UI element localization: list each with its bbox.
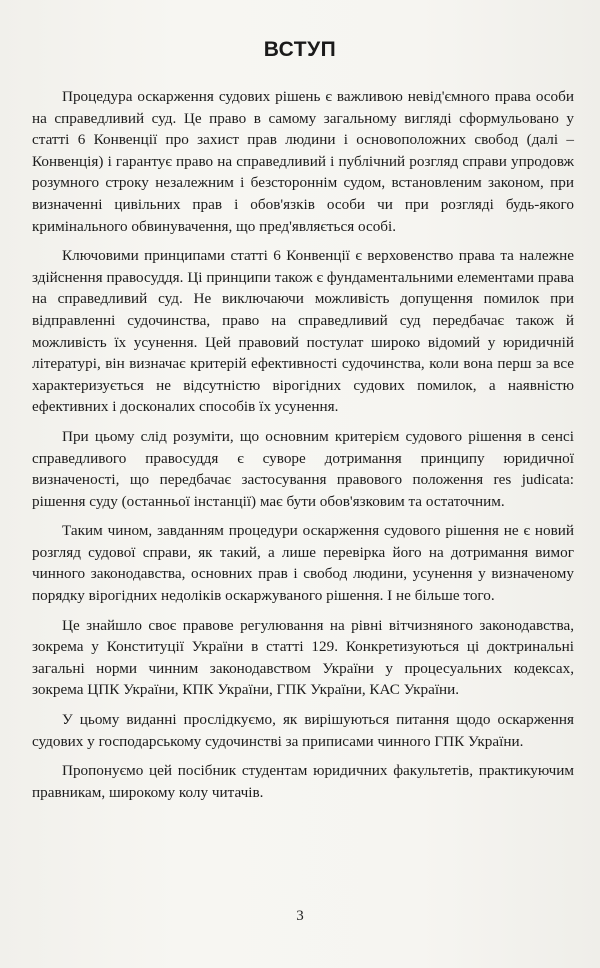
paragraph-4: Таким чином, завданням процедури оскарження судового рішення не є новий розгляд судової справи, як такий, а лише перевірка його на дотримання вимог чинного законодавства, основних прав і свобод людини, усунення у визначеному порядку вірогідних недоліків оскаржуваного рішення. І не більше того. [32,522,574,605]
paragraph-2: Ключовими принципами статті 6 Конвенції є верховенство права та належне здійснення правосуддя. Ці принципи також є фундаментальними елементами права на справедливий суд. Не виключаючи можливість допущення помилок при відправленні судочинства, право на справедливий суд передбачає також й можливість їх усунення. Цей правовий постулат широко відомий у юридичній літературі, він визначає критерій ефективності судочинства, коли вона перш за все характеризується не відсутністю вірогідних судових помилок, а наявністю ефективних і досконалих способів їх усунення. [32,247,574,416]
paragraph-6: У цьому виданні прослідкуємо, як вирішуються питання щодо оскарження судових у господарському судочинстві за приписами чинного ГПК України. [32,711,574,750]
page-title: ВСТУП [263,38,337,61]
body-text [32,86,574,811]
page-number: 3 [296,908,304,924]
paragraph-3: При цьому слід розуміти, що основним критерієм судового рішення в сенсі справедливого правосуддя є суворе дотримання принципу юридичної визначеності, що передбачає застосування правового положення res judicata: рішення суду (останньої інстанції) має бути обов'язковим та остаточним. [32,427,574,510]
paragraph-1: Процедура оскарження судових рішень є важливою невід'ємного права особи на справедливий суд. Це право в самому загальному вигляді сформульовано у статті 6 Конвенції про захист прав людини і основоположних свобод (далі – Конвенція) і гарантує право на справедливий і публічний розгляд справи упродовж розумного строку незалежним і безстороннім судом, встановленим законом, при визначенні цивільних прав і обов'язків особи чи при розгляді будь-якого кримінального обвинувачення, що пред'являється особі. [32,88,574,235]
paragraph-5: Це знайшло своє правове регулювання на рівні вітчизняного законодавства, зокрема у Конституції України в статті 129. Конкретизуються ці доктринальні загальні норми чинним законодавством України у процесуальних кодексах, зокрема ЦПК України, КПК України, ГПК України, КАС України. [32,616,574,699]
paragraph-7: Пропонуємо цей посібник студентам юридичних факультетів, практикуючим правникам, широкому колу читачів. [32,762,574,801]
